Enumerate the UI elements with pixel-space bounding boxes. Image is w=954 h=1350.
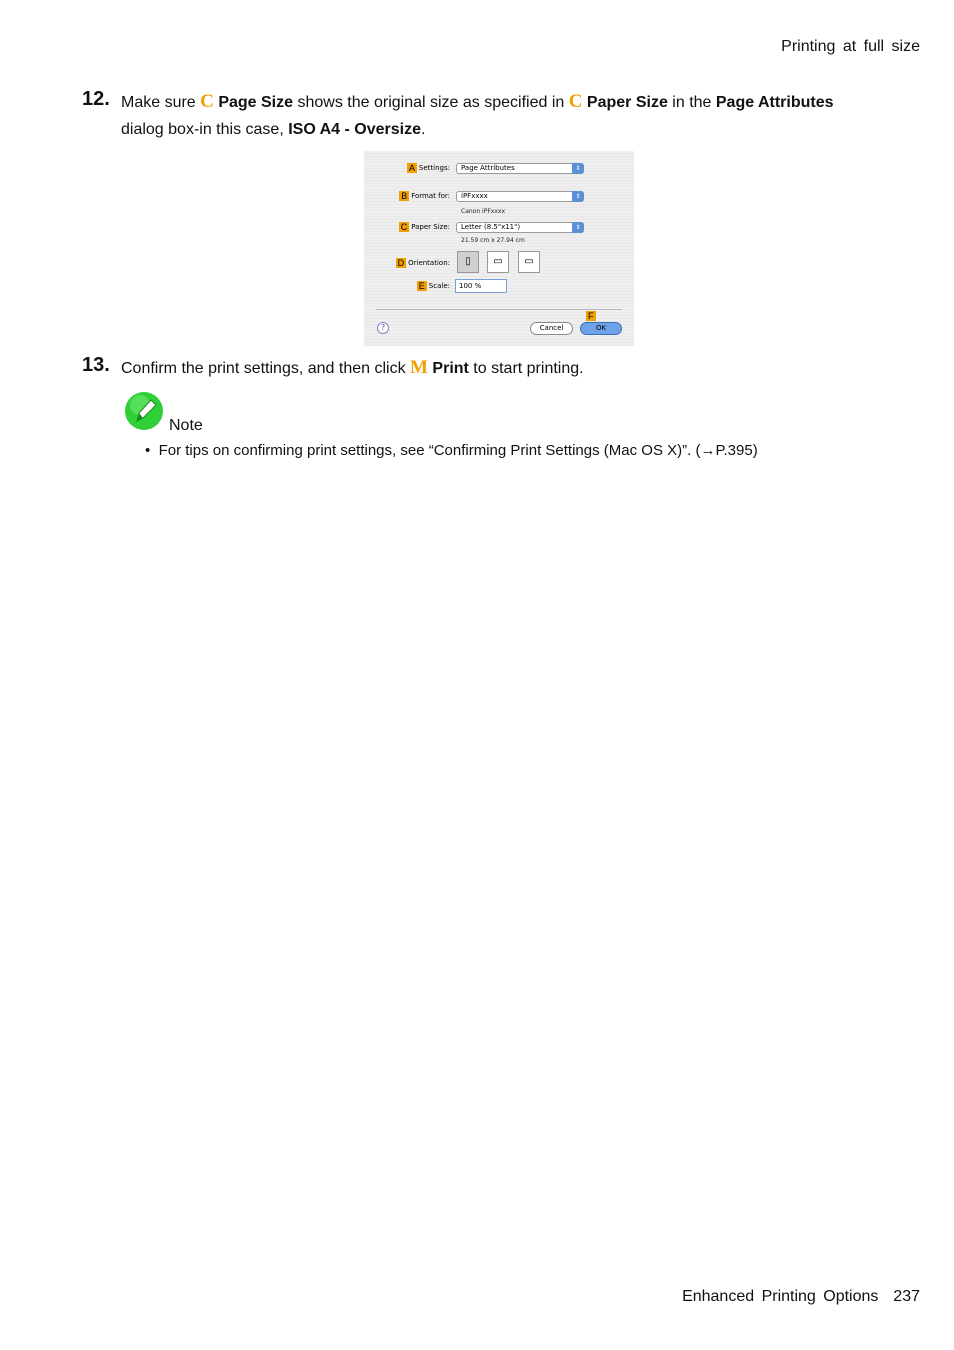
settings-label: Settings:	[418, 164, 450, 172]
badge-a: A	[408, 163, 415, 173]
badge-d: D	[397, 258, 405, 268]
cancel-button[interactable]: Cancel	[530, 322, 573, 335]
step-12-number: 12.	[82, 88, 110, 110]
settings-value: Page Attributes	[461, 164, 515, 172]
paper-size-popup[interactable]	[456, 222, 584, 233]
bold-paper-size: Paper Size	[582, 94, 668, 111]
reverse-landscape-icon: ▭	[524, 256, 534, 267]
orientation-label: Orientation:	[408, 259, 450, 267]
format-for-row	[399, 191, 450, 201]
text: .	[421, 121, 426, 138]
portrait-orientation-button[interactable]	[457, 251, 479, 273]
landscape-icon: ▭	[493, 256, 503, 267]
step-13-number: 13.	[82, 354, 110, 376]
bullet-dot: •	[145, 442, 159, 459]
label-m: M	[410, 357, 428, 378]
text: to start printing.	[468, 360, 584, 377]
popup-arrows-icon: ⇕	[572, 191, 584, 202]
badge-c: C	[400, 222, 408, 232]
ok-button[interactable]: OK	[580, 322, 622, 335]
text: dialog box-in this case,	[121, 121, 289, 138]
settings-row	[407, 163, 450, 173]
scale-input[interactable]: 100 %	[455, 279, 507, 293]
scale-label: Scale:	[428, 282, 450, 290]
text: in the	[667, 94, 716, 111]
page-footer	[682, 1288, 920, 1306]
paper-size-row	[399, 222, 450, 232]
running-header: Printing at full size	[781, 38, 920, 55]
badge-f: F	[588, 311, 594, 321]
bold-page-size: Page Size	[213, 94, 294, 111]
format-for-value: iPFxxxx	[461, 192, 488, 200]
page-attributes-dialog	[364, 151, 634, 346]
text: Make sure	[121, 94, 201, 111]
paper-size-value: Letter (8.5"x11")	[461, 223, 521, 231]
popup-arrows-icon: ⇕	[572, 222, 584, 233]
badge-b: B	[401, 191, 408, 201]
badge-e: E	[418, 281, 425, 291]
landscape-orientation-button[interactable]	[487, 251, 509, 273]
bold-page-attributes: Page Attributes	[715, 94, 834, 111]
note-pencil-icon	[124, 391, 164, 431]
note-bullet-text: For tips on confirming print settings, see “Confirming Print Settings (Mac OS X)”. (→P.395)	[158, 442, 758, 459]
format-for-label: Format for:	[411, 192, 450, 200]
paper-size-label: Paper Size:	[411, 223, 450, 231]
help-button[interactable]: ?	[377, 322, 389, 334]
paper-size-sub: 21.59 cm x 27.94 cm	[461, 237, 525, 244]
popup-arrows-icon: ⇕	[572, 163, 584, 174]
format-for-popup[interactable]	[456, 191, 584, 202]
reverse-landscape-orientation-button[interactable]	[518, 251, 540, 273]
dialog-separator	[376, 309, 622, 310]
note-bullet	[145, 442, 758, 459]
step-12-text	[121, 88, 841, 143]
portrait-icon: ▯	[465, 256, 471, 267]
orientation-row	[396, 258, 450, 268]
step-13-text	[121, 354, 841, 382]
text: shows the original size as specified in	[293, 94, 569, 111]
footer-chapter: Enhanced Printing Options	[682, 1288, 879, 1305]
note-title: Note	[169, 417, 203, 434]
scale-row	[417, 281, 450, 291]
page-number: 237	[893, 1288, 920, 1305]
text: Confirm the print settings, and then click	[121, 360, 411, 377]
label-c: C	[200, 91, 214, 112]
bold-print: Print	[427, 360, 469, 377]
format-for-sub: Canon iPFxxxx	[461, 208, 505, 215]
label-c: C	[568, 91, 583, 112]
settings-popup[interactable]	[456, 163, 584, 174]
bold-iso-a4-oversize: ISO A4 - Oversize	[288, 121, 421, 138]
